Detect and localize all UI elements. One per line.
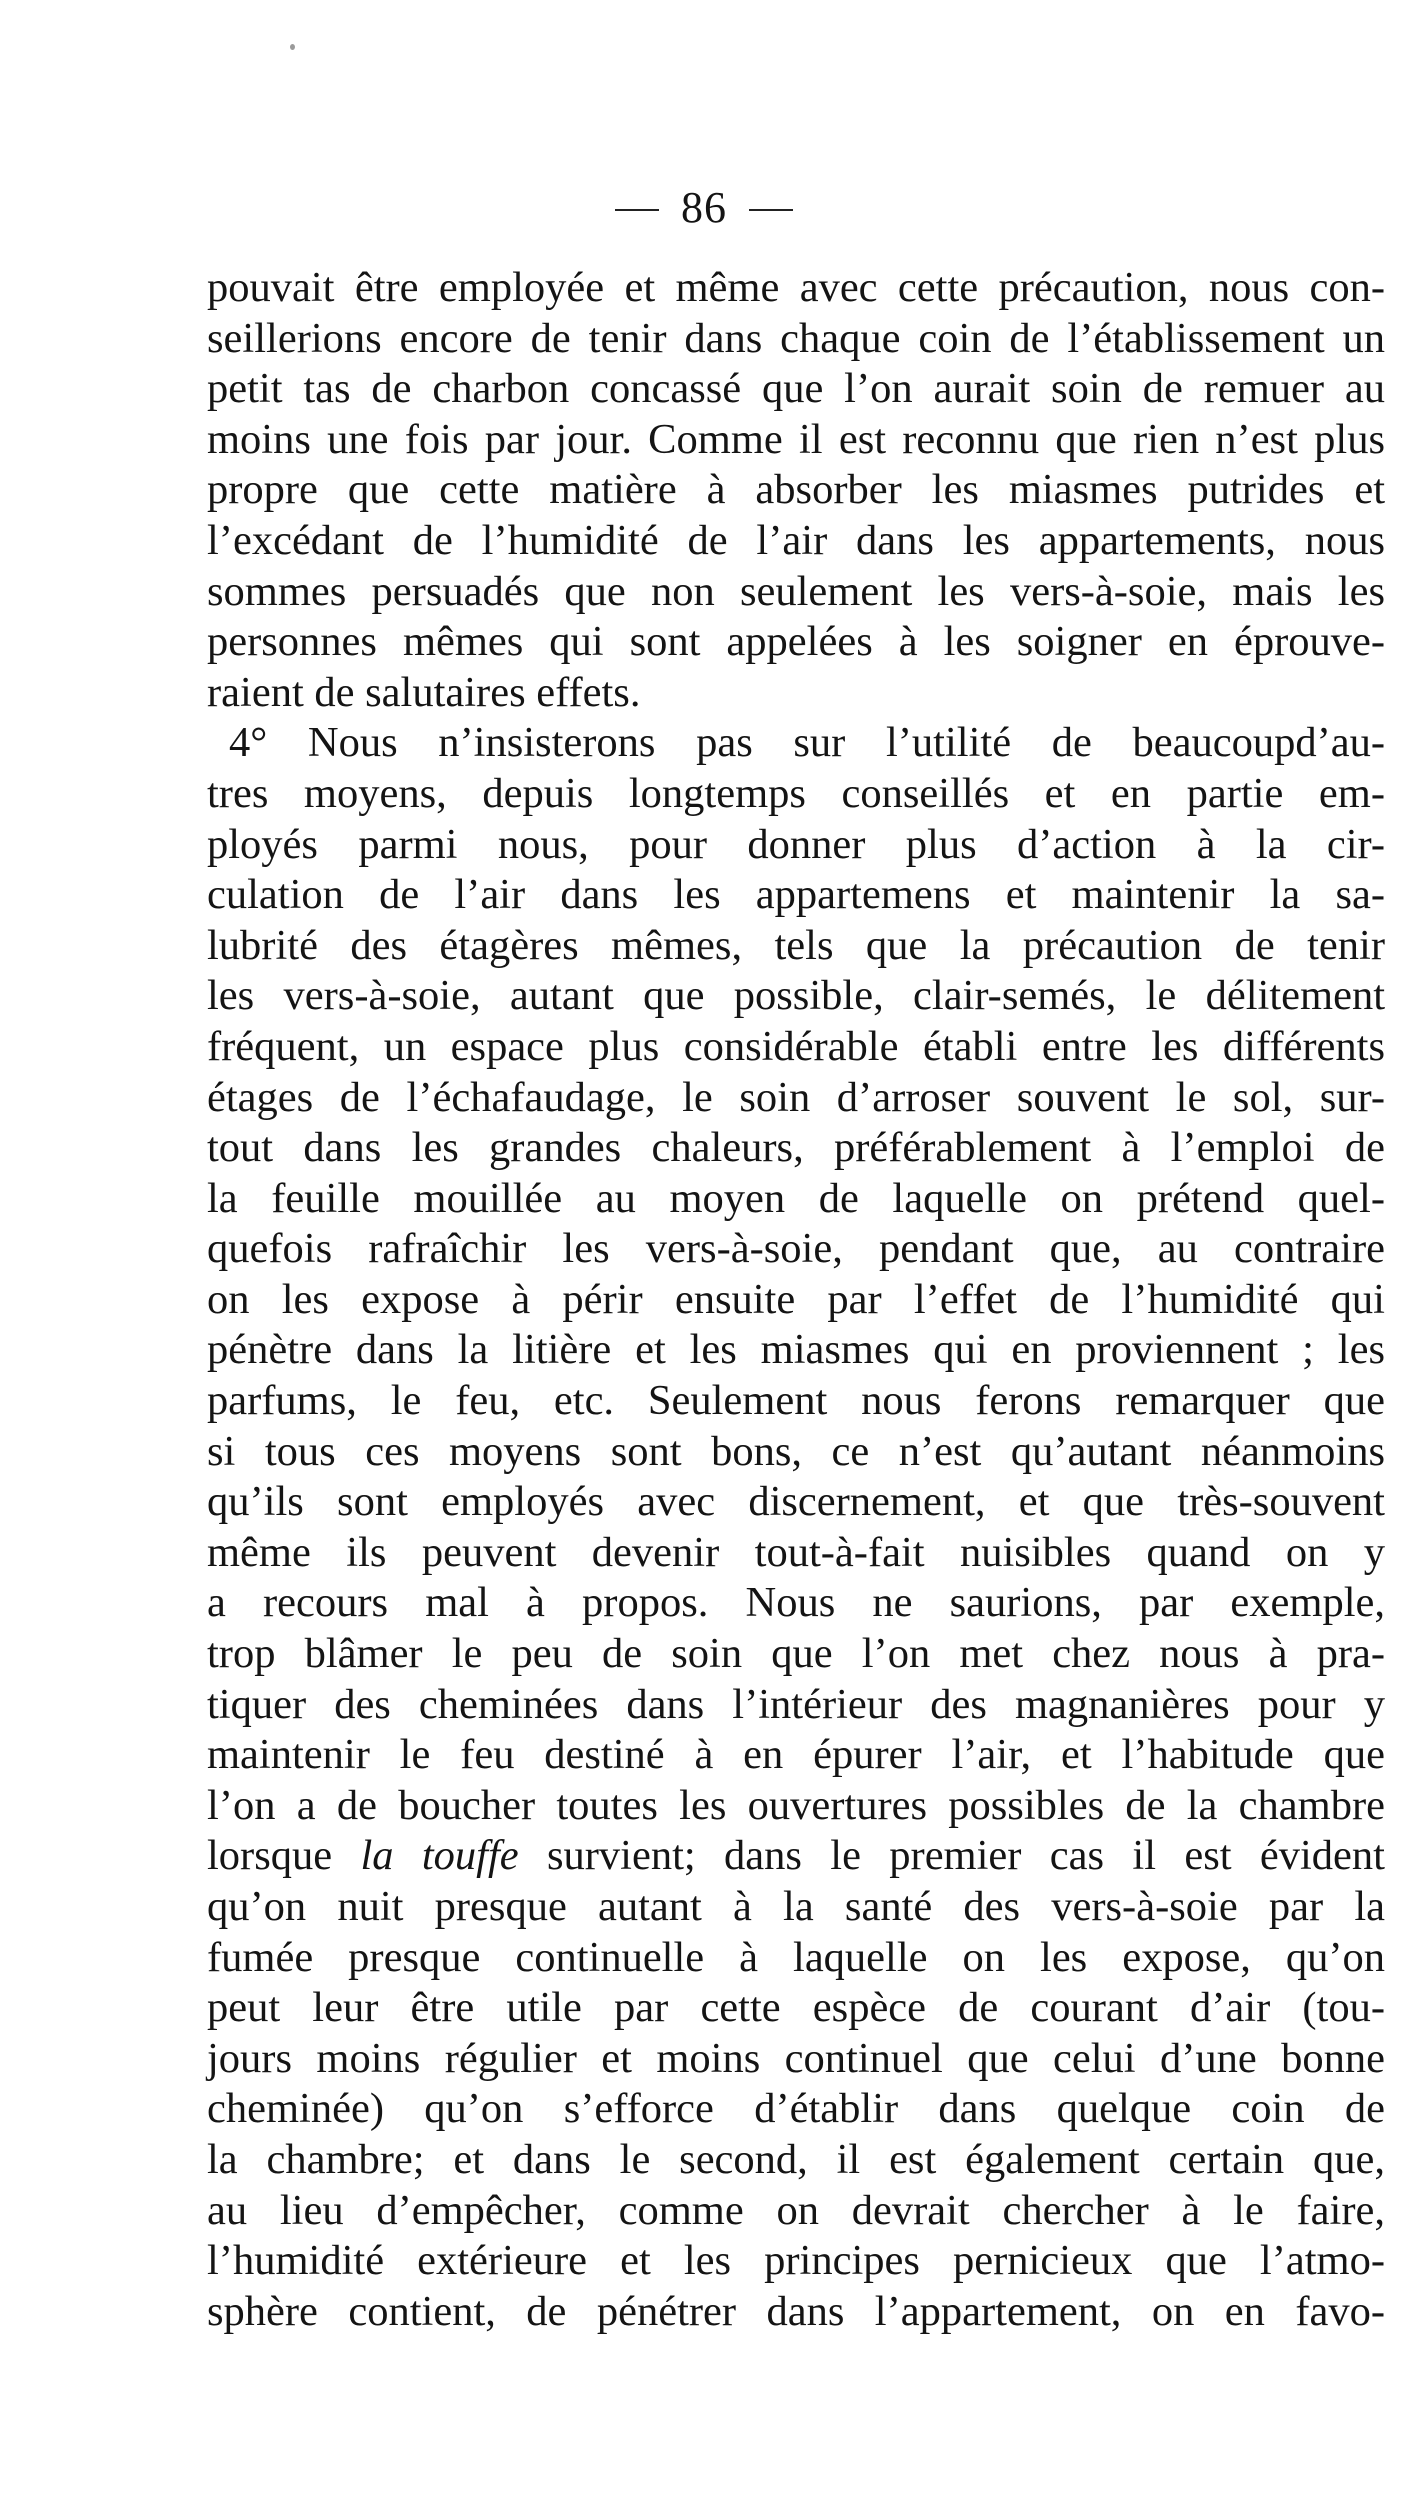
text-line: les vers-à-soie, autant que possible, clair-semés, le délitement — [207, 972, 1385, 1020]
text-line: on les expose à périr ensuite par l’effet de l’humidité qui — [207, 1275, 1385, 1323]
text-line: fréquent, un espace plus considérable établi entre les différents — [207, 1022, 1385, 1070]
text-line: l’on a de boucher toutes les ouvertures possibles de la chambre — [207, 1781, 1385, 1829]
paragraph-end-line: raient de salutaires effets. — [207, 668, 641, 716]
text-line: tout dans les grandes chaleurs, préférablement à l’emploi de — [207, 1124, 1385, 1172]
paragraph-start-line: 4° Nous n’insisterons pas sur l’utilité de beaucoupd’au- — [229, 719, 1385, 767]
text-line: sommes persuadés que non seulement les vers-à-soie, mais les — [207, 567, 1385, 615]
text-line: moins une fois par jour. Comme il est reconnu que rien n’est plus — [207, 415, 1385, 463]
text-line: l’excédant de l’humidité de l’air dans les appartements, nous — [207, 516, 1385, 564]
text-line: trop blâmer le peu de soin que l’on met chez nous à pra- — [207, 1630, 1385, 1678]
text-line: fumée presque continuelle à laquelle on les expose, qu’on — [207, 1933, 1385, 1981]
text-line: a recours mal à propos. Nous ne saurions, par exemple, — [207, 1579, 1385, 1627]
text-line: quefois rafraîchir les vers-à-soie, pendant que, au contraire — [207, 1225, 1385, 1273]
text-line: la chambre; et dans le second, il est également certain que, — [207, 2135, 1385, 2183]
text-line: maintenir le feu destiné à en épurer l’air, et l’habitude que — [207, 1731, 1385, 1779]
text-fragment: survient; dans le premier cas il est évident — [518, 1832, 1385, 1880]
paper-speck — [290, 44, 295, 50]
text-line: parfums, le feu, etc. Seulement nous ferons remarquer que — [207, 1377, 1385, 1425]
italic-term: la touffe — [360, 1832, 519, 1880]
text-line: ployés parmi nous, pour donner plus d’action à la cir- — [207, 820, 1385, 868]
text-line — [207, 1831, 1385, 1882]
text-line: culation de l’air dans les appartemens et maintenir la sa- — [207, 871, 1385, 919]
text-line: la feuille mouillée au moyen de laquelle on prétend quel- — [207, 1174, 1385, 1222]
text-line: l’humidité extérieure et les principes pernicieux que l’atmo- — [207, 2237, 1385, 2285]
text-line: tres moyens, depuis longtemps conseillés et en partie em- — [207, 769, 1385, 817]
text-line: propre que cette matière à absorber les miasmes putrides et — [207, 466, 1385, 514]
text-line: jours moins régulier et moins continuel que celui d’une bonne — [207, 2034, 1385, 2082]
page-number — [0, 183, 1408, 233]
text-line: tiquer des cheminées dans l’intérieur des magnanières pour y — [207, 1680, 1385, 1728]
text-line: personnes mêmes qui sont appelées à les soigner en éprouve- — [207, 618, 1385, 666]
text-line: lubrité des étagères mêmes, tels que la précaution de tenir — [207, 921, 1385, 969]
page-number-value: 86 — [681, 183, 727, 232]
text-line: peut leur être utile par cette espèce de courant d’air (tou- — [207, 1984, 1385, 2032]
text-line: cheminée) qu’on s’efforce d’établir dans quelque coin de — [207, 2085, 1385, 2133]
left-dash — [615, 209, 659, 211]
text-line: étages de l’échafaudage, le soin d’arroser souvent le sol, sur- — [207, 1073, 1385, 1121]
text-fragment: lorsque — [207, 1832, 361, 1880]
text-line: petit tas de charbon concassé que l’on aurait soin de remuer au — [207, 365, 1385, 413]
body-text — [207, 263, 1385, 2337]
text-line: seillerions encore de tenir dans chaque coin de l’établissement un — [207, 314, 1385, 362]
text-line: même ils peuvent devenir tout-à-fait nuisibles quand on y — [207, 1528, 1385, 1576]
text-line: au lieu d’empêcher, comme on devrait chercher à le faire, — [207, 2186, 1385, 2234]
text-line: pénètre dans la litière et les miasmes qui en proviennent ; les — [207, 1326, 1385, 1374]
text-line: si tous ces moyens sont bons, ce n’est qu’autant néanmoins — [207, 1427, 1385, 1475]
text-line: pouvait être employée et même avec cette précaution, nous con- — [207, 264, 1385, 311]
right-dash — [749, 209, 793, 211]
text-line: sphère contient, de pénétrer dans l’appartement, on en favo- — [207, 2287, 1385, 2335]
text-line: qu’ils sont employés avec discernement, et que très-souvent — [207, 1478, 1385, 1526]
text-line: qu’on nuit presque autant à la santé des vers-à-soie par la — [207, 1883, 1385, 1930]
